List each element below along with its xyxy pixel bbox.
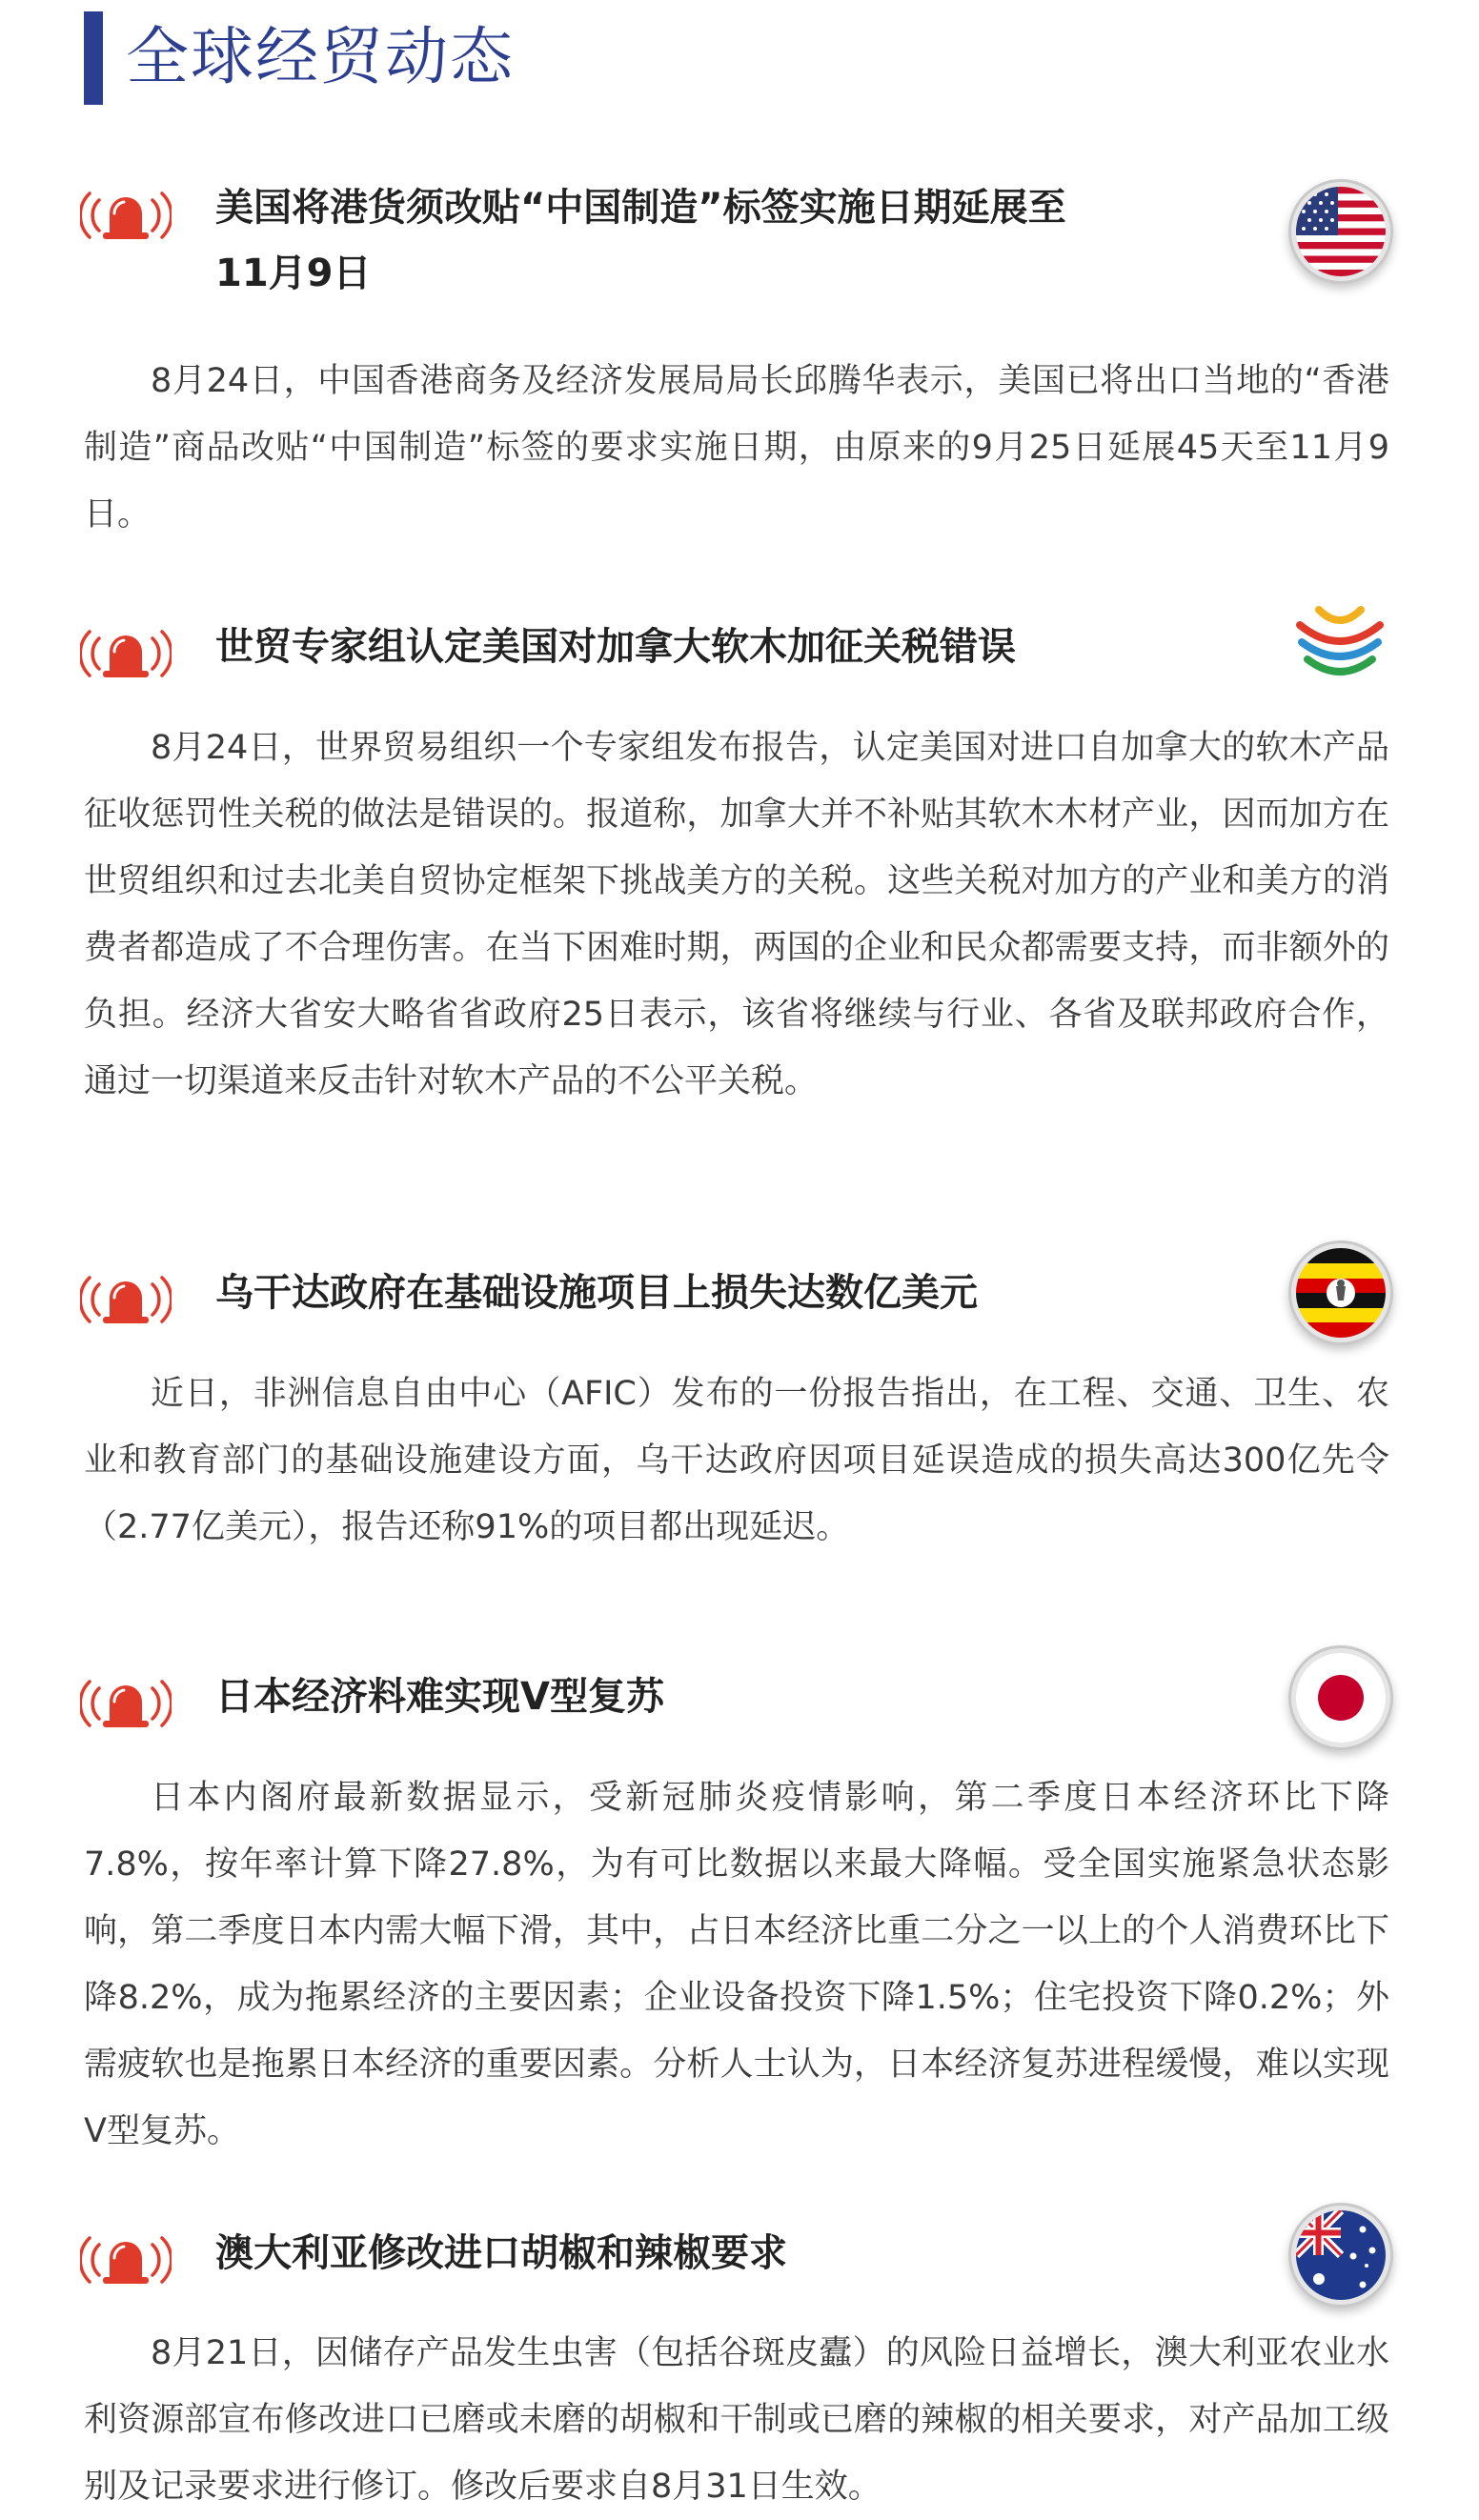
uganda-flag-icon <box>1296 1248 1386 1338</box>
wto-logo-icon <box>1288 600 1391 696</box>
news-body: 8月21日，因储存产品发生虫害（包括谷斑皮蠹）的风险日益增长，澳大利亚农业水利资源部宣布修改进口已磨或未磨的胡椒和干制或已磨的辣椒的相关要求，对产品加工级别及记录要求进行修订。修改后要求自8月31日生效。 <box>84 2334 1389 2506</box>
section-title: 全球经贸动态 <box>126 20 515 93</box>
news-body: 近日，非洲信息自由中心（AFIC）发布的一份报告指出，在工程、交通、卫生、农业和教育部门的基础设施建设方面，乌干达政府因项目延误造成的损失高达300亿先令（2.77亿美元），报告还称91%的项目都出现延迟。 <box>84 1375 1389 1546</box>
alarm-icon <box>80 619 172 680</box>
alarm-icon <box>80 1265 172 1326</box>
news-title: 日本经济料难实现V型复苏 <box>215 1675 664 1719</box>
news-title-continued: 11月9日 <box>215 252 372 295</box>
news-title: 乌干达政府在基础设施项目上损失达数亿美元 <box>215 1271 978 1315</box>
news-title: 澳大利亚修改进口胡椒和辣椒要求 <box>215 2231 787 2275</box>
news-body: 日本内阁府最新数据显示，受新冠肺炎疫情影响，第二季度日本经济环比下降7.8%，按年率计算下降27.8%，为有可比数据以来最大降幅。受全国实施紧急状态影响，第二季度日本内需大幅下滑，其中，占日本经济比重二分之一以上的个人消费环比下降8.2%，成为拖累经济的主要因素；企业设备投资下降1.5%；住宅投资下降0.2%；外需疲软也是拖累日本经济的重要因素。分析人士认为，日本经济复苏进程缓慢，难以实现V型复苏。 <box>84 1779 1389 2150</box>
news-title: 美国将港货须改贴“中国制造”标签实施日期延展至 <box>215 186 1066 230</box>
japan-flag-icon <box>1296 1653 1386 1743</box>
news-body: 8月24日，中国香港商务及经济发展局局长邱腾华表示，美国已将出口当地的“香港制造”商品改贴“中国制造”标签的要求实施日期，由原来的9月25日延展45天至11月9日。 <box>84 362 1389 534</box>
header-accent-bar <box>84 11 103 105</box>
news-body: 8月24日，世界贸易组织一个专家组发布报告，认定美国对进口自加拿大的软木产品征收惩罚性关税的做法是错误的。报道称，加拿大并不补贴其软木木材产业，因而加方在世贸组织和过去北美自贸协定框架下挑战美方的关税。这些关税对加方的产业和美方的消费者都造成了不合理伤害。在当下困难时期，两国的企业和民众都需要支持，而非额外的负担。经济大省安大略省省政府25日表示，该省将继续与行业、各省及联邦政府合作，通过一切渠道来反击针对软木产品的不公平关税。 <box>84 729 1389 1100</box>
us-flag-icon <box>1296 187 1386 276</box>
alarm-icon <box>80 181 172 242</box>
alarm-icon <box>80 2226 172 2287</box>
alarm-icon <box>80 1669 172 1730</box>
australia-flag-icon <box>1296 2210 1386 2300</box>
news-title: 世贸专家组认定美国对加拿大软木加征关税错误 <box>215 625 1016 669</box>
